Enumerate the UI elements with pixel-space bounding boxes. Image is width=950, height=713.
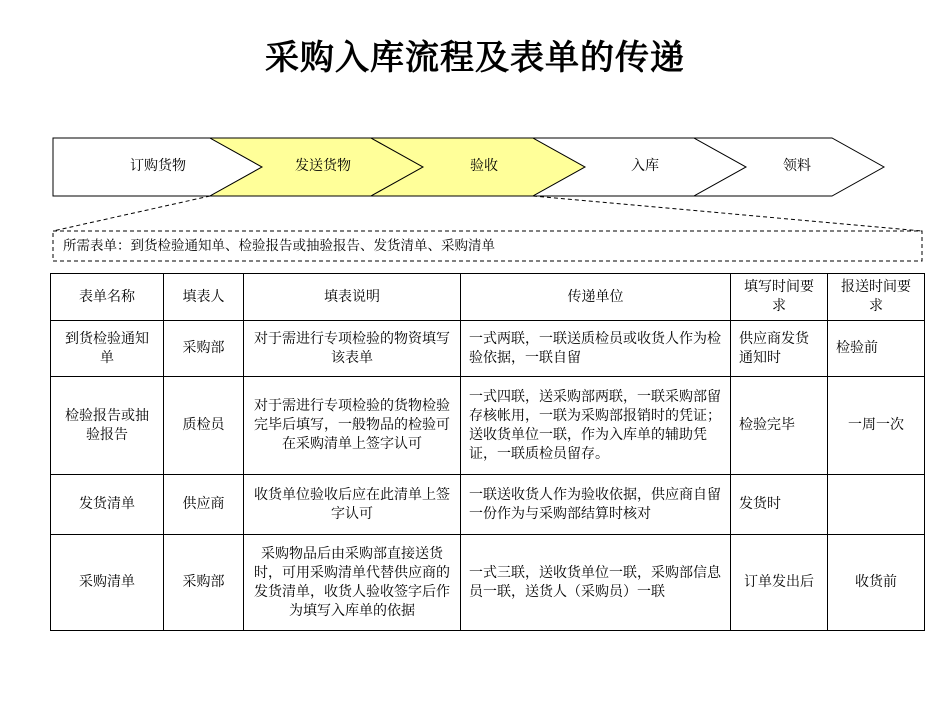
cell-filler: 采购部 xyxy=(164,321,244,377)
required-forms-text: 所需表单：到货检验通知单、检验报告或抽验报告、发货清单、采购清单 xyxy=(63,238,495,254)
forms-table xyxy=(50,273,925,631)
cell-transfer: 一式两联，一联送质检员或收货人作为检验依据，一联自留 xyxy=(461,321,731,377)
cell-form-name: 检验报告或抽验报告 xyxy=(51,377,164,475)
cell-description: 对于需进行专项检验的物资填写该表单 xyxy=(244,321,461,377)
callout-line-left xyxy=(53,196,210,231)
cell-fill-time: 检验完毕 xyxy=(731,377,828,475)
flow-step-2-label: 发送货物 xyxy=(295,158,351,174)
cell-send-time: 一周一次 xyxy=(828,377,925,475)
cell-filler: 供应商 xyxy=(164,475,244,535)
flow-step-1-label: 订购货物 xyxy=(130,158,186,174)
table-row xyxy=(51,475,925,535)
cell-form-name: 到货检验通知单 xyxy=(51,321,164,377)
cell-description: 对于需进行专项检验的货物检验完毕后填写，一般物品的检验可在采购清单上签字认可 xyxy=(244,377,461,475)
table-row xyxy=(51,535,925,631)
cell-send-time: 检验前 xyxy=(828,321,925,377)
table-header-row xyxy=(51,274,925,321)
header-fill-time: 填写时间要求 xyxy=(731,274,828,321)
cell-description: 收货单位验收后应在此清单上签字认可 xyxy=(244,475,461,535)
header-send-time: 报送时间要求 xyxy=(828,274,925,321)
cell-fill-time: 发货时 xyxy=(731,475,828,535)
header-filler: 填表人 xyxy=(164,274,244,321)
page-title: 采购入库流程及表单的传递 xyxy=(265,38,685,78)
cell-transfer: 一联送收货人作为验收依据，供应商自留一份作为与采购部结算时核对 xyxy=(461,475,731,535)
cell-filler: 采购部 xyxy=(164,535,244,631)
flow-step-4-label: 入库 xyxy=(631,158,659,174)
table-row xyxy=(51,377,925,475)
header-transfer: 传递单位 xyxy=(461,274,731,321)
cell-send-time xyxy=(828,475,925,535)
header-form-name: 表单名称 xyxy=(51,274,164,321)
cell-transfer: 一式四联，送采购部两联，一联采购部留存核帐用，一联为采购部报销时的凭证；送收货单位一联，作为入库单的辅助凭证，一联质检员留存。 xyxy=(461,377,731,475)
cell-fill-time: 订单发出后 xyxy=(731,535,828,631)
table-row xyxy=(51,321,925,377)
cell-description: 采购物品后由采购部直接送货时，可用采购清单代替供应商的发货清单，收货人验收签字后作为填写入库单的依据 xyxy=(244,535,461,631)
callout-line-right xyxy=(533,196,922,231)
header-description: 填表说明 xyxy=(244,274,461,321)
cell-form-name: 发货清单 xyxy=(51,475,164,535)
cell-form-name: 采购清单 xyxy=(51,535,164,631)
cell-fill-time: 供应商发货通知时 xyxy=(731,321,828,377)
cell-send-time: 收货前 xyxy=(828,535,925,631)
cell-transfer: 一式三联，送收货单位一联，采购部信息员一联，送货人（采购员）一联 xyxy=(461,535,731,631)
cell-filler: 质检员 xyxy=(164,377,244,475)
flow-step-5-label: 领料 xyxy=(783,158,811,174)
flow-step-3-label: 验收 xyxy=(470,158,498,174)
